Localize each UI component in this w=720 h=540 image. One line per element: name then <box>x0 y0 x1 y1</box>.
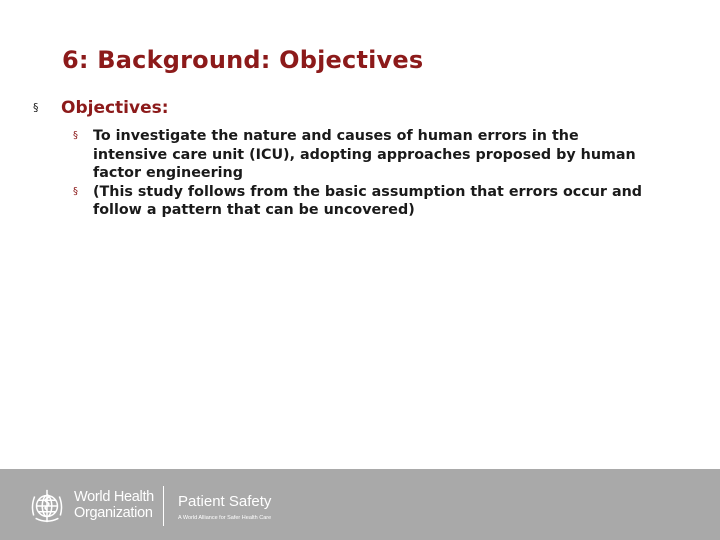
main-bullet <box>33 97 169 119</box>
sub-bullet-line: To investigate the nature and causes of human errors in the <box>93 128 579 144</box>
org-name-line2: Organization <box>74 505 153 521</box>
sub-bullet-text <box>93 127 636 183</box>
org-name <box>74 489 154 521</box>
program-tagline: A World Alliance for Safer Health Care <box>178 515 272 521</box>
program-name: Patient Safety <box>178 493 272 510</box>
sub-bullet-marker: § <box>73 185 78 197</box>
sub-bullet-line: follow a pattern that can be uncovered) <box>93 202 415 218</box>
footer-divider <box>163 486 164 526</box>
main-bullet-text: Objectives: <box>61 98 169 118</box>
who-emblem-icon <box>28 487 66 525</box>
sub-bullet-line: intensive care unit (ICU), adopting approaches proposed by human <box>93 146 636 163</box>
org-name-line1: World Health <box>74 489 154 505</box>
sub-bullet-line: factor engineering <box>93 165 243 181</box>
sub-bullet-text <box>93 183 642 220</box>
sub-bullet-list <box>73 127 673 220</box>
bullet-marker: § <box>33 101 39 114</box>
footer-bar <box>0 469 720 540</box>
sub-bullet-2 <box>73 183 673 220</box>
sub-bullet-line: (This study follows from the basic assumption that errors occur and <box>93 183 643 200</box>
sub-bullet-marker: § <box>73 130 78 141</box>
sub-bullet-1 <box>73 127 673 183</box>
slide-title: 6: Background: Objectives <box>62 46 424 74</box>
